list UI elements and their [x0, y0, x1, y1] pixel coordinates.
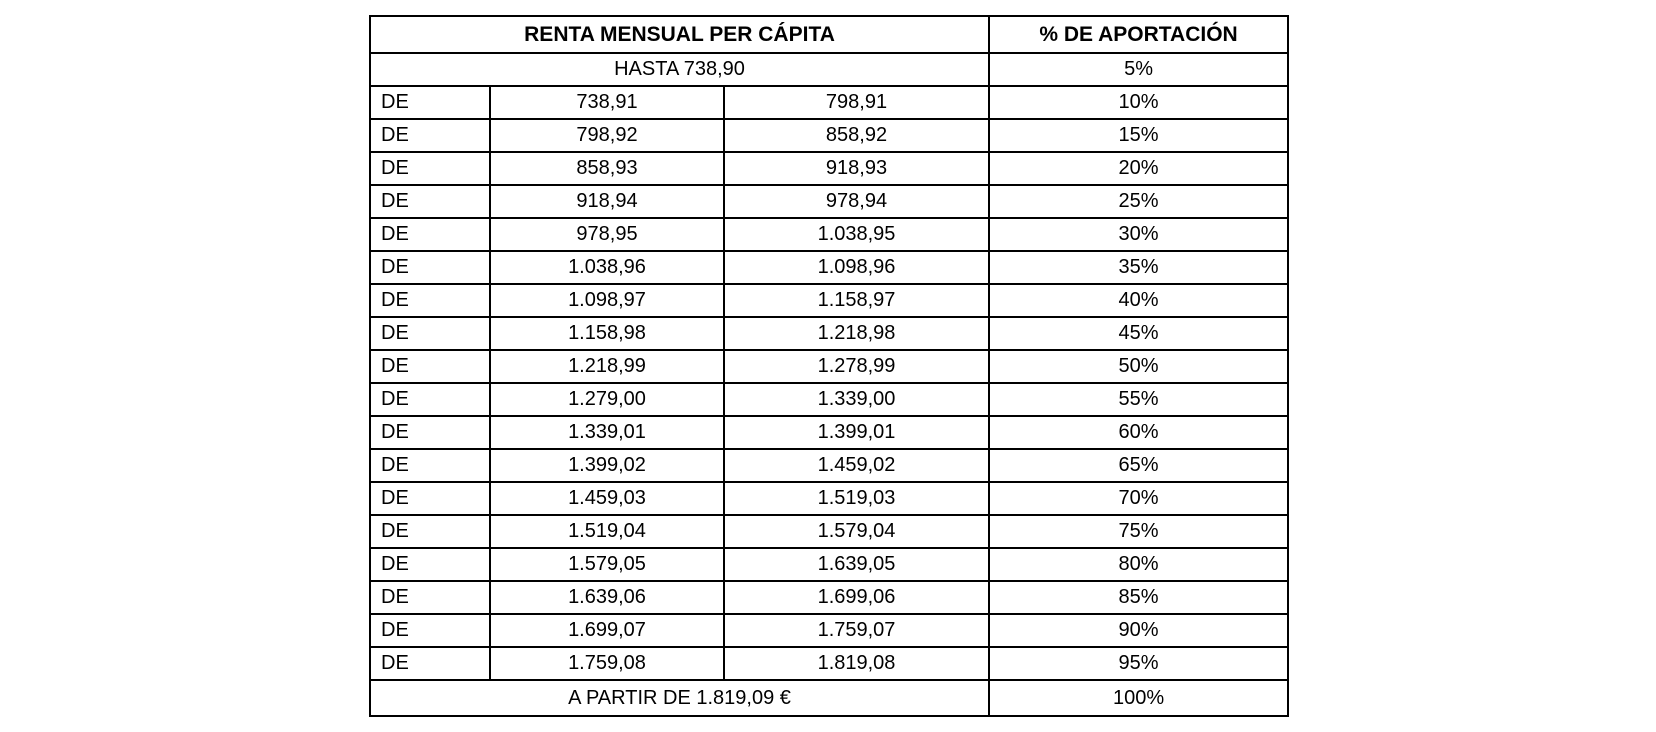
- cell-range-pct: 55%: [989, 383, 1288, 416]
- cell-range-de: DE: [370, 317, 490, 350]
- cell-range-de: DE: [370, 284, 490, 317]
- cell-range-pct: 75%: [989, 515, 1288, 548]
- range-row: [370, 515, 1288, 548]
- hasta-pct: 5%: [989, 53, 1288, 86]
- cell-range-pct: 80%: [989, 548, 1288, 581]
- cell-range-de: DE: [370, 515, 490, 548]
- range-row: [370, 284, 1288, 317]
- range-row: [370, 317, 1288, 350]
- header-aportacion: % DE APORTACIÓN: [989, 16, 1288, 53]
- cell-range-to: 1.038,95: [724, 218, 989, 251]
- cell-range-to: 1.759,07: [724, 614, 989, 647]
- cell-range-from: 1.158,98: [490, 317, 724, 350]
- hasta-label: HASTA 738,90: [370, 53, 989, 86]
- cell-range-to: 858,92: [724, 119, 989, 152]
- cell-range-to: 1.459,02: [724, 449, 989, 482]
- range-row: [370, 119, 1288, 152]
- range-row: [370, 251, 1288, 284]
- cell-range-to: 1.218,98: [724, 317, 989, 350]
- range-row: [370, 548, 1288, 581]
- cell-range-from: 858,93: [490, 152, 724, 185]
- cell-range-from: 1.098,97: [490, 284, 724, 317]
- range-row: [370, 383, 1288, 416]
- cell-range-de: DE: [370, 218, 490, 251]
- cell-range-de: DE: [370, 152, 490, 185]
- cell-range-pct: 20%: [989, 152, 1288, 185]
- cell-range-de: DE: [370, 614, 490, 647]
- cell-range-pct: 65%: [989, 449, 1288, 482]
- cell-range-from: 1.699,07: [490, 614, 724, 647]
- a-partir-pct: 100%: [989, 680, 1288, 716]
- cell-range-de: DE: [370, 548, 490, 581]
- cell-range-pct: 10%: [989, 86, 1288, 119]
- cell-range-to: 1.639,05: [724, 548, 989, 581]
- range-row: [370, 581, 1288, 614]
- header-row: [370, 16, 1288, 53]
- cell-range-pct: 35%: [989, 251, 1288, 284]
- a-partir-label: A PARTIR DE 1.819,09 €: [370, 680, 989, 716]
- cell-range-to: 1.699,06: [724, 581, 989, 614]
- cell-range-pct: 60%: [989, 416, 1288, 449]
- header-renta-mensual: RENTA MENSUAL PER CÁPITA: [370, 16, 989, 53]
- cell-range-de: DE: [370, 416, 490, 449]
- cell-range-from: 918,94: [490, 185, 724, 218]
- cell-range-from: 738,91: [490, 86, 724, 119]
- cell-range-de: DE: [370, 86, 490, 119]
- cell-range-de: DE: [370, 449, 490, 482]
- cell-range-de: DE: [370, 119, 490, 152]
- cell-range-from: 1.639,06: [490, 581, 724, 614]
- cell-range-from: 1.759,08: [490, 647, 724, 680]
- cell-range-to: 1.519,03: [724, 482, 989, 515]
- cell-range-from: 1.218,99: [490, 350, 724, 383]
- range-row: [370, 185, 1288, 218]
- cell-range-de: DE: [370, 185, 490, 218]
- range-row: [370, 86, 1288, 119]
- cell-range-de: DE: [370, 581, 490, 614]
- range-row: [370, 482, 1288, 515]
- range-row: [370, 350, 1288, 383]
- cell-range-de: DE: [370, 383, 490, 416]
- cell-range-pct: 90%: [989, 614, 1288, 647]
- cell-range-from: 1.339,01: [490, 416, 724, 449]
- cell-range-to: 978,94: [724, 185, 989, 218]
- cell-range-pct: 30%: [989, 218, 1288, 251]
- range-row: [370, 218, 1288, 251]
- cell-range-pct: 15%: [989, 119, 1288, 152]
- cell-range-pct: 25%: [989, 185, 1288, 218]
- cell-range-pct: 50%: [989, 350, 1288, 383]
- cell-range-from: 1.279,00: [490, 383, 724, 416]
- cell-range-from: 1.459,03: [490, 482, 724, 515]
- cell-range-pct: 95%: [989, 647, 1288, 680]
- cell-range-from: 1.399,02: [490, 449, 724, 482]
- cell-range-to: 918,93: [724, 152, 989, 185]
- cell-range-to: 1.278,99: [724, 350, 989, 383]
- hasta-row: [370, 53, 1288, 86]
- cell-range-to: 1.339,00: [724, 383, 989, 416]
- a-partir-row: [370, 680, 1288, 716]
- cell-range-de: DE: [370, 251, 490, 284]
- cell-range-from: 978,95: [490, 218, 724, 251]
- cell-range-to: 1.579,04: [724, 515, 989, 548]
- cell-range-pct: 70%: [989, 482, 1288, 515]
- cell-range-to: 1.098,96: [724, 251, 989, 284]
- range-row: [370, 449, 1288, 482]
- cell-range-de: DE: [370, 350, 490, 383]
- aportacion-table: [369, 15, 1289, 717]
- cell-range-de: DE: [370, 482, 490, 515]
- cell-range-to: 1.158,97: [724, 284, 989, 317]
- range-row: [370, 416, 1288, 449]
- cell-range-to: 1.399,01: [724, 416, 989, 449]
- cell-range-pct: 40%: [989, 284, 1288, 317]
- cell-range-from: 1.579,05: [490, 548, 724, 581]
- cell-range-to: 798,91: [724, 86, 989, 119]
- cell-range-to: 1.819,08: [724, 647, 989, 680]
- range-row: [370, 152, 1288, 185]
- cell-range-from: 1.038,96: [490, 251, 724, 284]
- cell-range-pct: 85%: [989, 581, 1288, 614]
- cell-range-from: 1.519,04: [490, 515, 724, 548]
- cell-range-pct: 45%: [989, 317, 1288, 350]
- range-row: [370, 647, 1288, 680]
- cell-range-de: DE: [370, 647, 490, 680]
- cell-range-from: 798,92: [490, 119, 724, 152]
- range-row: [370, 614, 1288, 647]
